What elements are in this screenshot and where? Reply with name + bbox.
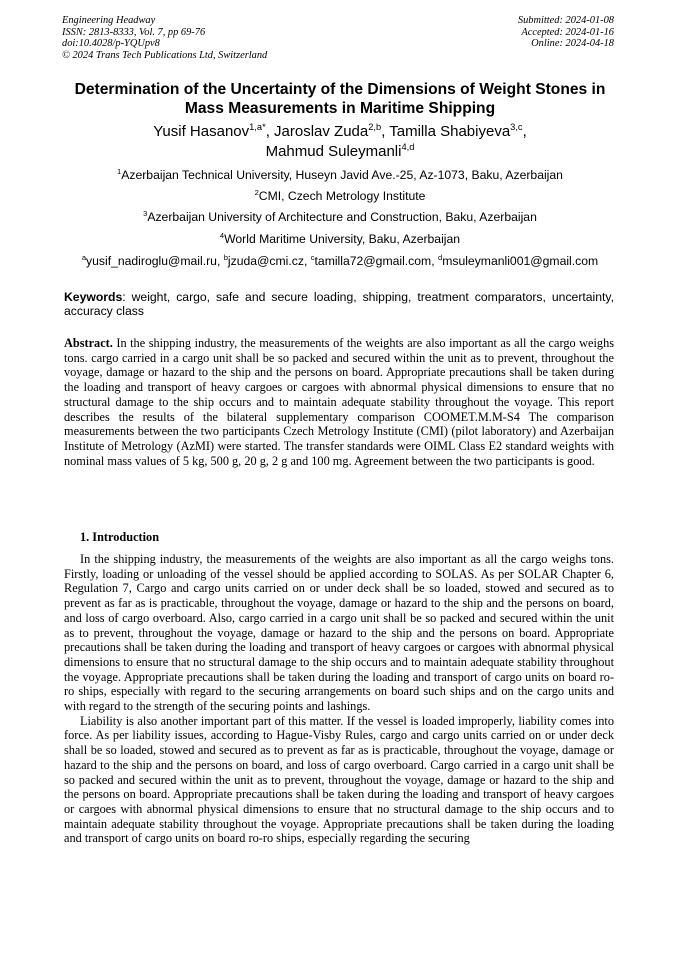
author-sup: 4,d [401,142,415,152]
author-name: Jaroslav Zuda [274,123,369,140]
email-separator: , [431,254,438,268]
email-sup: d [438,252,443,262]
email-separator: , [216,254,224,268]
paragraph: Liability is also another important part of this matter. If the vessel is loaded improperly, liability comes into force. As per liability issues, according to Hague-Visby Rules, cargo and cargo units carried on or under deck shall be so loaded, stowed and secured as to prevent as far as is practicable, throughout the voyage, damage or hazard to the ship and the persons on board, and loss of cargo overboard. Cargo carried in a cargo unit shall be so packed and secured within the unit as to prevent, throughout the voyage, damage or hazard to the ship and the persons on board. Appropriate precautions shall be taken during the loading and transport of heavy cargoes or cargoes with abnormal physical dimensions to ensure that no structural damage to the ship occurs and to maintain adequate stability throughout the voyage. Appropriate precautions shall be taken during the loading and transport of cargo units on board ro-ro ships, especially regarding the securing [64,713,614,846]
author-sup: 2,b [368,122,382,132]
email-link[interactable]: msuleymanli001@gmail.com [442,254,599,268]
keywords-text: : weight, cargo, safe and secure loading, shipping, treatment comparators, uncertainty, accuracy class [64,290,614,319]
journal-copyright: © 2024 Trans Tech Publications Ltd, Switzerland [62,49,268,61]
email-sup: a [81,252,87,262]
author-separator: , [522,123,527,140]
email-separator: , [303,254,311,268]
affiliation-4 [60,232,620,246]
keywords-label: Keywords [64,290,123,304]
journal-issn: ISSN: 2813-8333, Vol. 7, pp 69-76 [62,26,206,38]
abstract-label: Abstract. [64,336,113,350]
paragraph: In the shipping industry, the measurements of the weights are also important as all the cargo weighs tons. Firstly, loading or unloading of the vessel should be applied according to SOLAS. As per SOLAR Chapter 6, Regulation 7, Cargo and cargo units carried on or under deck shall be so loaded, stowed and secured as to prevent as far as is practicable, throughout the voyage, damage or hazard to the ship and the persons on board, and loss of cargo overboard. Also, cargo carried in a cargo unit shall be so packed and secured within the unit as to prevent, throughout the voyage, damage or hazard to the ship and the persons on board. Appropriate precautions shall be taken during the loading and transport of heavy cargoes or cargoes with abnormal physical dimensions to ensure that no structural damage to the ship occurs and to maintain adequate stability throughout the voyage. Appropriate precautions shall be taken during the loading and transport of cargo units on board ro-ro ships, especially with regard to the securing arrangements on board such ships and on the cargo units and with regard to the strength of the securing points and lashings. [64,552,614,714]
affiliation-3 [60,210,620,224]
affiliation-1 [60,168,620,182]
affiliation-sup: 1 [117,166,122,176]
author-name: Yusif Hasanov [153,123,250,140]
email-link[interactable]: tamilla72@gmail.com [314,254,432,268]
author-sup: 1,a* [249,122,266,132]
email-link[interactable]: jzuda@cmi.cz [227,254,304,268]
affiliation-text: World Maritime University, Baku, Azerbaijan [224,232,461,246]
section-heading: 1. Introduction [80,530,160,544]
online-date: Online: 2024-04-18 [531,38,614,50]
journal-name: Engineering Headway [62,15,156,26]
paper-title: Determination of the Uncertainty of the Dimensions of Weight Stones in Mass Measurements in Maritime Shipping [74,81,606,117]
abstract-text: In the shipping industry, the measurements of the weights are also important as all the cargo weighs tons. cargo carried in a cargo unit shall be so packed and secured within the unit as to prevent, throughout the voyage, damage or hazard to the ship and the persons on board. Appropriate precautions shall be taken during the loading and transport of heavy cargoes or cargoes with abnormal physical dimensions to ensure that no structural damage to the ship occurs and to maintain adequate stability throughout the voyage. This report describes the results of the bilateral supplementary comparison COOMET.M.M-S4 The comparison measurements between the two participants Czech Metrology Institute (CMI) (pilot laboratory) and Azerbaijan Institute of Metrology (AzMI) were started. The transfer standards were OIML Class E2 standard weights with nominal mass values of 5 kg, 500 g, 20 g, 2 g and 100 mg. Agreement between the two participants is good. [64,336,614,468]
abstract [64,336,614,468]
affiliation-text: CMI, Czech Metrology Institute [258,189,426,203]
author-separator: , [265,123,275,140]
section-body [64,552,614,846]
author-list [60,122,620,162]
email-link[interactable]: yusif_nadiroglu@mail.ru [86,254,217,268]
affiliation-sup: 2 [254,187,259,197]
affiliation-sup: 3 [143,208,148,218]
author-sup: 3,c [510,122,523,132]
affiliation-2 [60,189,620,203]
submitted-date: Submitted: 2024-01-08 [517,15,614,26]
email-sup: b [223,252,228,262]
keywords [64,290,614,319]
author-separator: , [381,123,390,140]
author-name: Mahmud Suleymanli [265,143,402,160]
affiliation-text: Azerbaijan Technical University, Huseyn Javid Ave.-25, Az-1073, Baku, Azerbaijan [121,168,563,182]
affiliation-text: Azerbaijan University of Architecture and Construction, Baku, Azerbaijan [147,210,537,224]
affiliation-sup: 4 [219,230,225,240]
accepted-date: Accepted: 2024-01-16 [521,26,614,38]
author-emails [60,254,620,268]
submission-dates [518,15,614,50]
author-name: Tamilla Shabiyeva [389,123,511,140]
email-sup: c [310,252,315,262]
journal-doi: doi:10.4028/p-YQUpv8 [62,38,160,50]
journal-info [62,15,267,61]
